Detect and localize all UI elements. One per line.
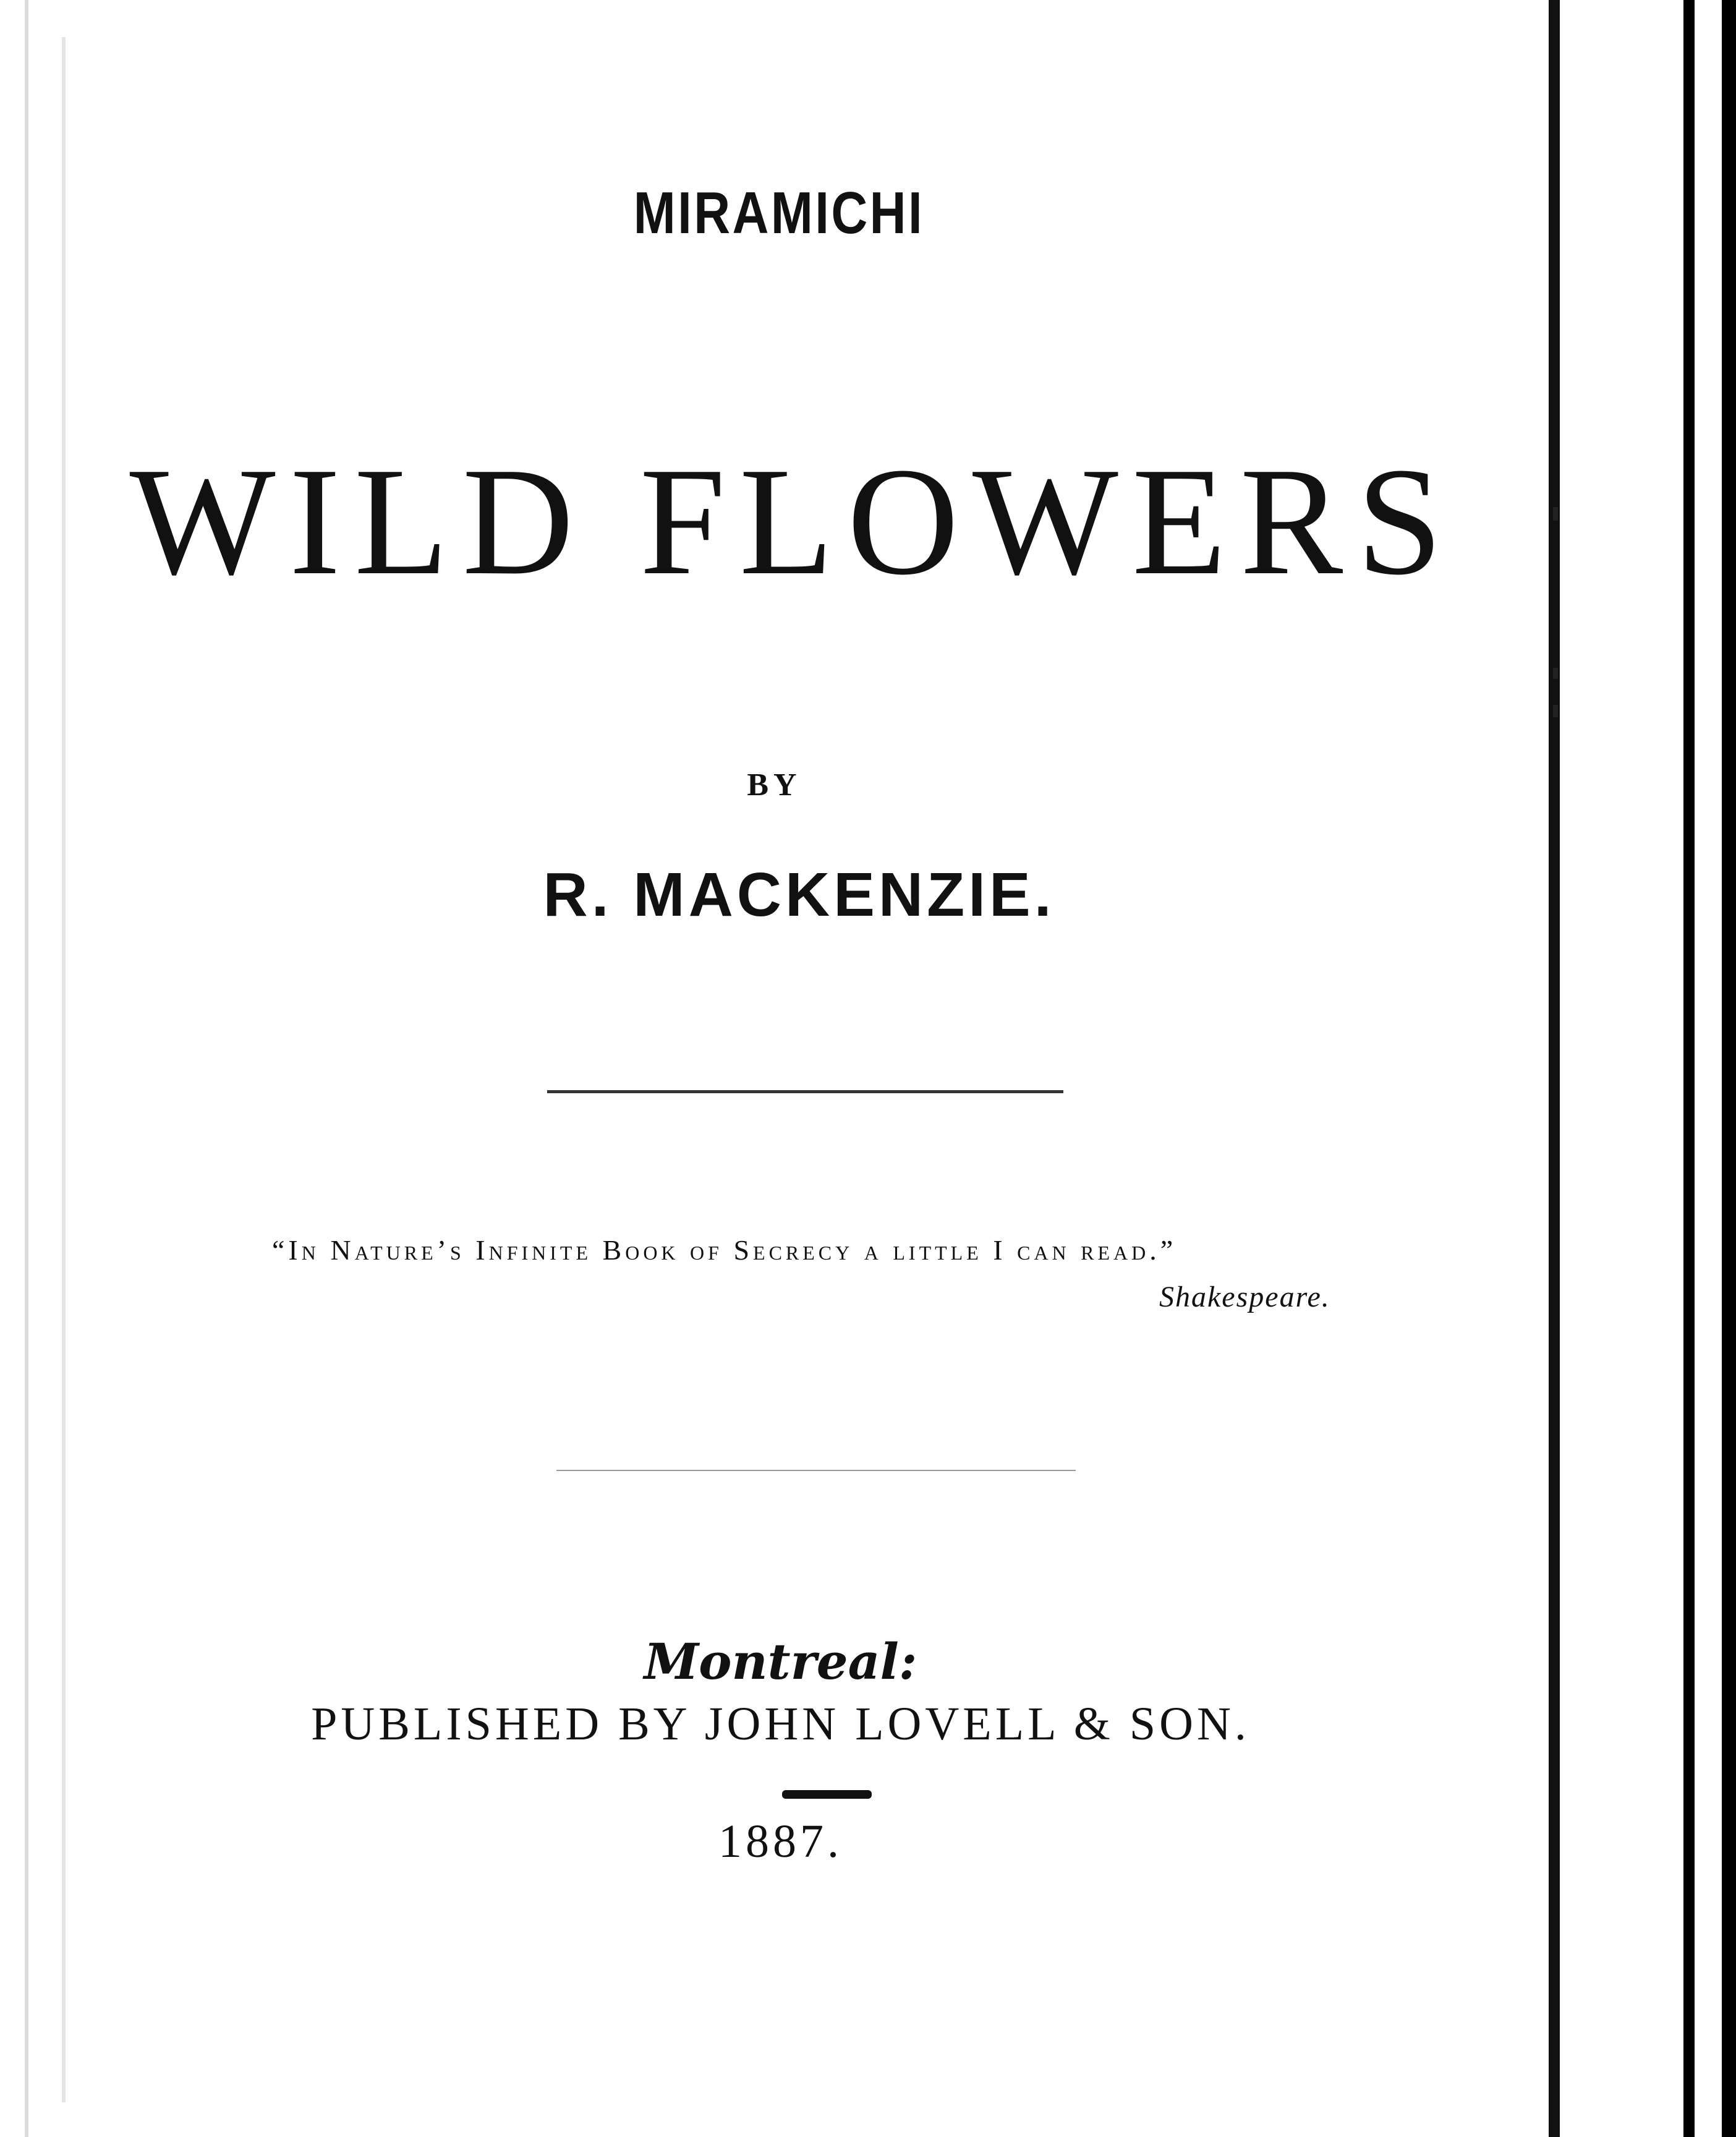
binding-rule — [62, 37, 66, 2102]
series-title: MIRAMICHI — [633, 180, 925, 246]
imprint-rule — [782, 1790, 872, 1799]
scan-border — [1722, 0, 1736, 2137]
page-stack-edge-outer — [1695, 0, 1722, 2137]
epigraph-attribution: Shakespeare. — [1159, 1281, 1330, 1313]
book-title: WILD FLOWERS — [129, 436, 1457, 607]
page-stack-divider — [1683, 0, 1695, 2137]
page-stack-edge — [1560, 0, 1683, 2137]
imprint-publisher: PUBLISHED BY JOHN LOVELL & SON. — [311, 1698, 1250, 1750]
imprint-place: Montreal: — [644, 1632, 917, 1691]
divider-rule — [547, 1090, 1063, 1093]
edge-mark — [1553, 705, 1558, 717]
epigraph: “In Nature’s Infinite Book of Secrecy a little I can read.” — [272, 1234, 1177, 1266]
edge-mark — [1553, 668, 1558, 679]
by-line: BY — [747, 767, 802, 803]
author-name: R. MACKENZIE. — [543, 860, 1055, 929]
imprint-year: 1887. — [718, 1815, 843, 1867]
divider-rule — [556, 1470, 1076, 1471]
